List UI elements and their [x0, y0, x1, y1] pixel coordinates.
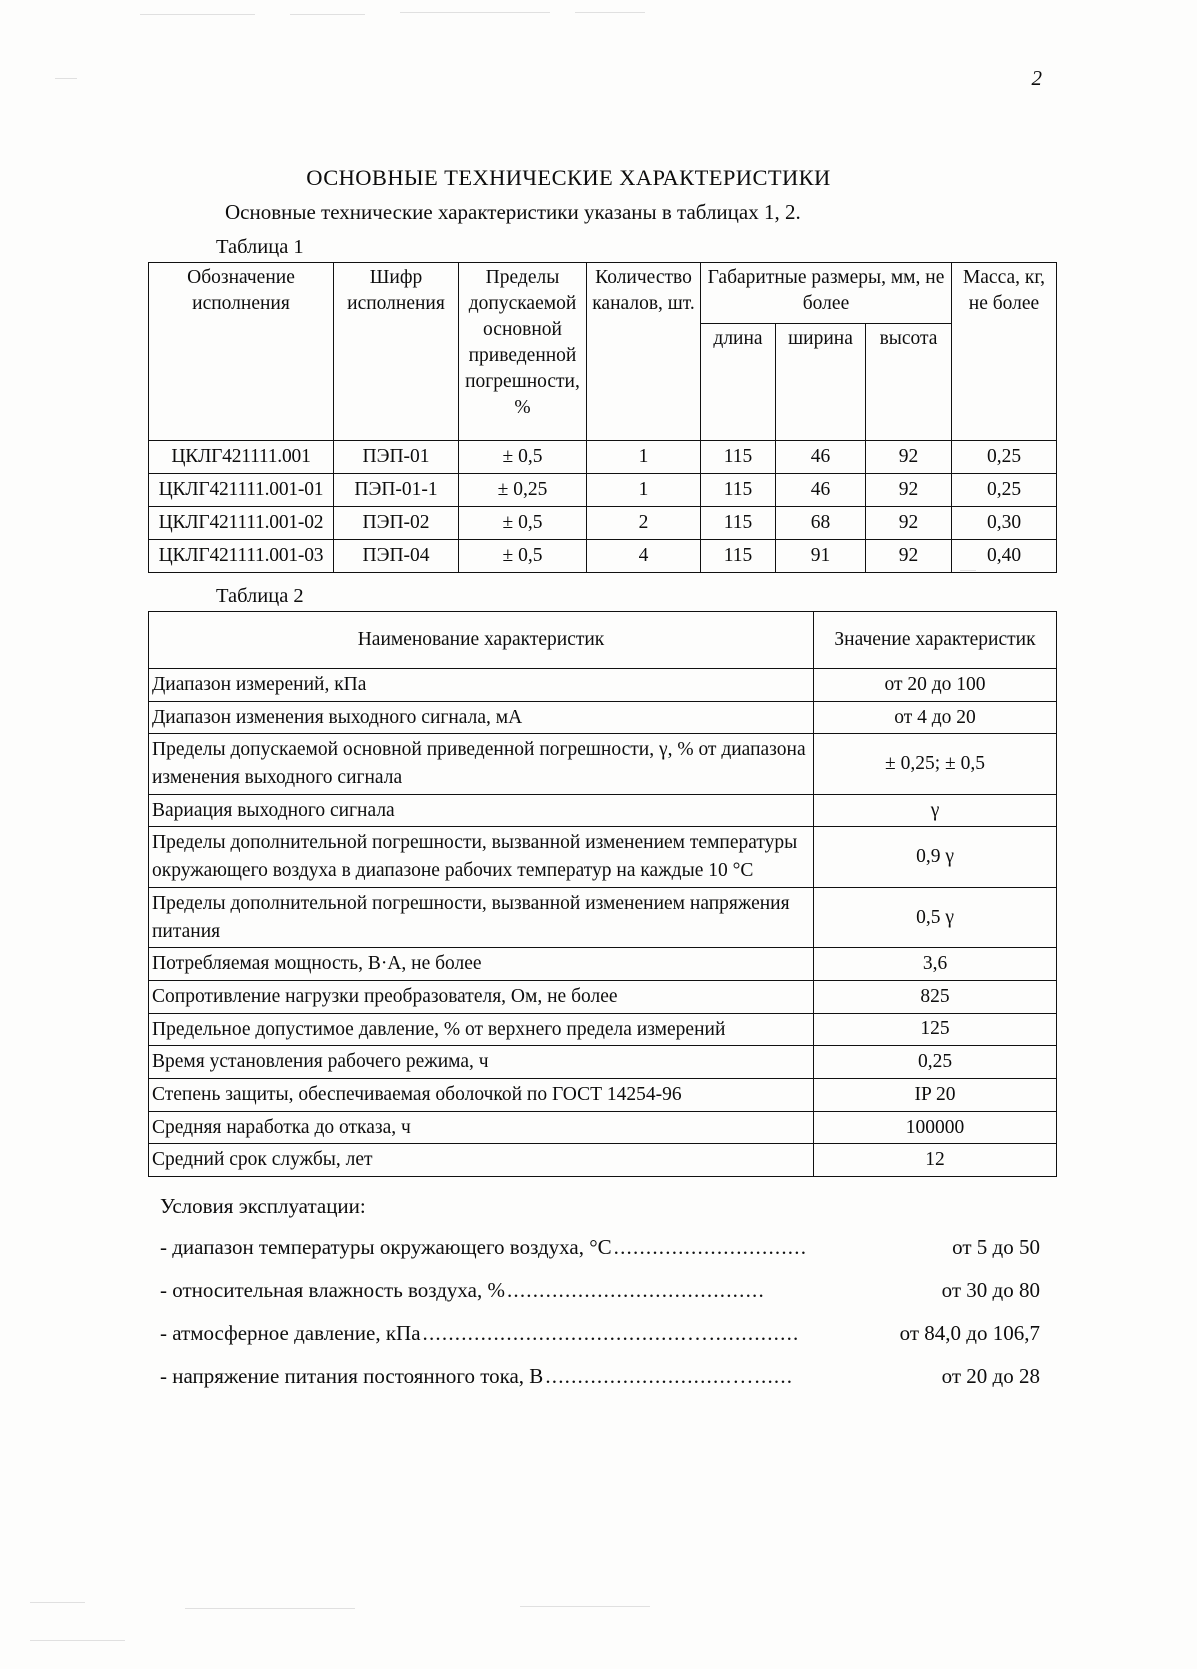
cell-mass: 0,40 [952, 540, 1057, 573]
table-row [149, 669, 1057, 702]
cell-code: ПЭП-04 [334, 540, 459, 573]
cell-designation: ЦКЛГ421111.001-02 [149, 507, 334, 540]
table1-col-mass: Масса, кг, не более [952, 263, 1057, 441]
table-row [149, 441, 1057, 474]
cell-mass: 0,25 [952, 441, 1057, 474]
table1 [148, 262, 1057, 573]
table1-col-code: Шифр исполнения [334, 263, 459, 441]
cell-characteristic-name: Потребляемая мощность, В·А, не более [149, 948, 814, 981]
leader-dots: .........................................….............. [422, 1321, 800, 1345]
table-row [149, 540, 1057, 573]
table1-col-height: высота [866, 324, 952, 441]
cell-characteristic-value: 100000 [814, 1111, 1057, 1144]
intro-paragraph: Основные технические характеристики указаны в таблицах 1, 2. [225, 200, 801, 224]
operating-conditions-title: Условия эксплуатации: [160, 1194, 366, 1218]
cell-height: 92 [866, 441, 952, 474]
cell-height: 92 [866, 474, 952, 507]
cell-characteristic-value: 825 [814, 980, 1057, 1013]
condition-value: от 5 до 50 [952, 1235, 1040, 1259]
table1-col-error-limits: Пределы допускаемой основной приведенной погрешности, % [459, 263, 587, 441]
table2-col-value: Значение характеристик [814, 612, 1057, 669]
cell-code: ПЭП-01-1 [334, 474, 459, 507]
table2-body [149, 669, 1057, 1177]
page-title: ОСНОВНЫЕ ТЕХНИЧЕСКИЕ ХАРАКТЕРИСТИКИ [306, 165, 831, 190]
cell-characteristic-value: 125 [814, 1013, 1057, 1046]
cell-error-limits: ± 0,25 [459, 474, 587, 507]
table2 [148, 611, 1057, 1177]
scan-artifact [400, 12, 550, 13]
table1-col-dimensions-group: Габаритные размеры, мм, не более [701, 263, 952, 324]
scan-artifact [30, 1602, 85, 1603]
table-row [149, 1144, 1057, 1177]
table2-col-name: Наименование характеристик [149, 612, 814, 669]
table-row [149, 507, 1057, 540]
scan-artifact [520, 1606, 650, 1607]
cell-characteristic-value: 0,25 [814, 1046, 1057, 1079]
cell-characteristic-name: Диапазон измерений, кПа [149, 669, 814, 702]
cell-width: 68 [776, 507, 866, 540]
table-row [149, 794, 1057, 827]
cell-length: 115 [701, 540, 776, 573]
condition-label: - атмосферное давление, кПа [160, 1321, 421, 1345]
cell-width: 46 [776, 474, 866, 507]
condition-label: - напряжение питания постоянного тока, В [160, 1364, 544, 1388]
leader-dots: .............................. [613, 1235, 808, 1259]
cell-length: 115 [701, 474, 776, 507]
operating-conditions-section [160, 1194, 1040, 1407]
condition-value: от 20 до 28 [941, 1364, 1040, 1388]
cell-channels: 1 [587, 474, 701, 507]
condition-label: - относительная влажность воздуха, % [160, 1278, 505, 1302]
cell-height: 92 [866, 540, 952, 573]
cell-width: 91 [776, 540, 866, 573]
cell-characteristic-name: Пределы дополнительной погрешности, вызванной изменением напряжения питания [149, 887, 814, 947]
scan-artifact [575, 12, 645, 13]
cell-error-limits: ± 0,5 [459, 540, 587, 573]
cell-characteristic-value: 12 [814, 1144, 1057, 1177]
cell-characteristic-value: 3,6 [814, 948, 1057, 981]
cell-error-limits: ± 0,5 [459, 507, 587, 540]
scan-artifact [290, 14, 365, 15]
table-row [149, 980, 1057, 1013]
page-number: 2 [1031, 66, 1042, 90]
cell-characteristic-value: IP 20 [814, 1078, 1057, 1111]
table-row [149, 1013, 1057, 1046]
table-row [149, 1111, 1057, 1144]
cell-characteristic-name: Пределы дополнительной погрешности, вызванной изменением температуры окружающего воздуха в диапазоне рабочих температур на каждые 10 °С [149, 827, 814, 887]
table1-col-length: длина [701, 324, 776, 441]
scan-artifact [185, 1608, 355, 1609]
condition-item [160, 1278, 1040, 1303]
condition-value: от 30 до 80 [941, 1278, 1040, 1302]
cell-channels: 2 [587, 507, 701, 540]
cell-characteristic-name: Диапазон изменения выходного сигнала, мА [149, 701, 814, 734]
cell-characteristic-name: Вариация выходного сигнала [149, 794, 814, 827]
table2-caption: Таблица 2 [216, 585, 304, 607]
condition-item [160, 1364, 1040, 1389]
table-row [149, 948, 1057, 981]
cell-designation: ЦКЛГ421111.001 [149, 441, 334, 474]
cell-characteristic-value: от 20 до 100 [814, 669, 1057, 702]
table-row [149, 701, 1057, 734]
cell-characteristic-value: от 4 до 20 [814, 701, 1057, 734]
table-row [149, 474, 1057, 507]
table1-container [148, 236, 1056, 573]
cell-characteristic-name: Пределы допускаемой основной приведенной погрешности, γ, % от диапазона изменения выходного сигнала [149, 734, 814, 794]
cell-characteristic-value: 0,5 γ [814, 887, 1057, 947]
cell-designation: ЦКЛГ421111.001-01 [149, 474, 334, 507]
scan-artifact [30, 1640, 125, 1641]
cell-characteristic-value: γ [814, 794, 1057, 827]
cell-characteristic-name: Средний срок службы, лет [149, 1144, 814, 1177]
table1-col-channels: Количество каналов, шт. [587, 263, 701, 441]
cell-characteristic-value: ± 0,25; ± 0,5 [814, 734, 1057, 794]
cell-mass: 0,25 [952, 474, 1057, 507]
table-row [149, 1078, 1057, 1111]
table-row [149, 827, 1057, 887]
cell-code: ПЭП-02 [334, 507, 459, 540]
cell-length: 115 [701, 441, 776, 474]
cell-characteristic-name: Степень защиты, обеспечиваемая оболочкой по ГОСТ 14254-96 [149, 1078, 814, 1111]
cell-characteristic-name: Сопротивление нагрузки преобразователя, Ом, не более [149, 980, 814, 1013]
table-row [149, 1046, 1057, 1079]
condition-value: от 84,0 до 106,7 [899, 1321, 1040, 1345]
cell-designation: ЦКЛГ421111.001-03 [149, 540, 334, 573]
leader-dots: .............................…...... [545, 1364, 794, 1388]
table1-col-designation: Обозначение исполнения [149, 263, 334, 441]
table1-caption: Таблица 1 [216, 236, 304, 258]
table-row [149, 734, 1057, 794]
table2-header [149, 612, 1057, 669]
cell-length: 115 [701, 507, 776, 540]
scan-artifact [55, 78, 77, 79]
table1-body [149, 441, 1057, 573]
table1-header [149, 263, 1057, 441]
condition-label: - диапазон температуры окружающего воздуха, °С [160, 1235, 612, 1259]
condition-item [160, 1235, 1040, 1260]
cell-height: 92 [866, 507, 952, 540]
cell-channels: 1 [587, 441, 701, 474]
scan-artifact [140, 14, 255, 15]
table1-col-width: ширина [776, 324, 866, 441]
cell-error-limits: ± 0,5 [459, 441, 587, 474]
table2-container [148, 585, 1056, 1177]
cell-mass: 0,30 [952, 507, 1057, 540]
cell-channels: 4 [587, 540, 701, 573]
cell-characteristic-name: Время установления рабочего режима, ч [149, 1046, 814, 1079]
cell-width: 46 [776, 441, 866, 474]
cell-code: ПЭП-01 [334, 441, 459, 474]
leader-dots: ........................................ [506, 1278, 765, 1302]
cell-characteristic-name: Средняя наработка до отказа, ч [149, 1111, 814, 1144]
condition-item [160, 1321, 1040, 1346]
cell-characteristic-name: Предельное допустимое давление, % от верхнего предела измерений [149, 1013, 814, 1046]
table-row [149, 887, 1057, 947]
cell-characteristic-value: 0,9 γ [814, 827, 1057, 887]
